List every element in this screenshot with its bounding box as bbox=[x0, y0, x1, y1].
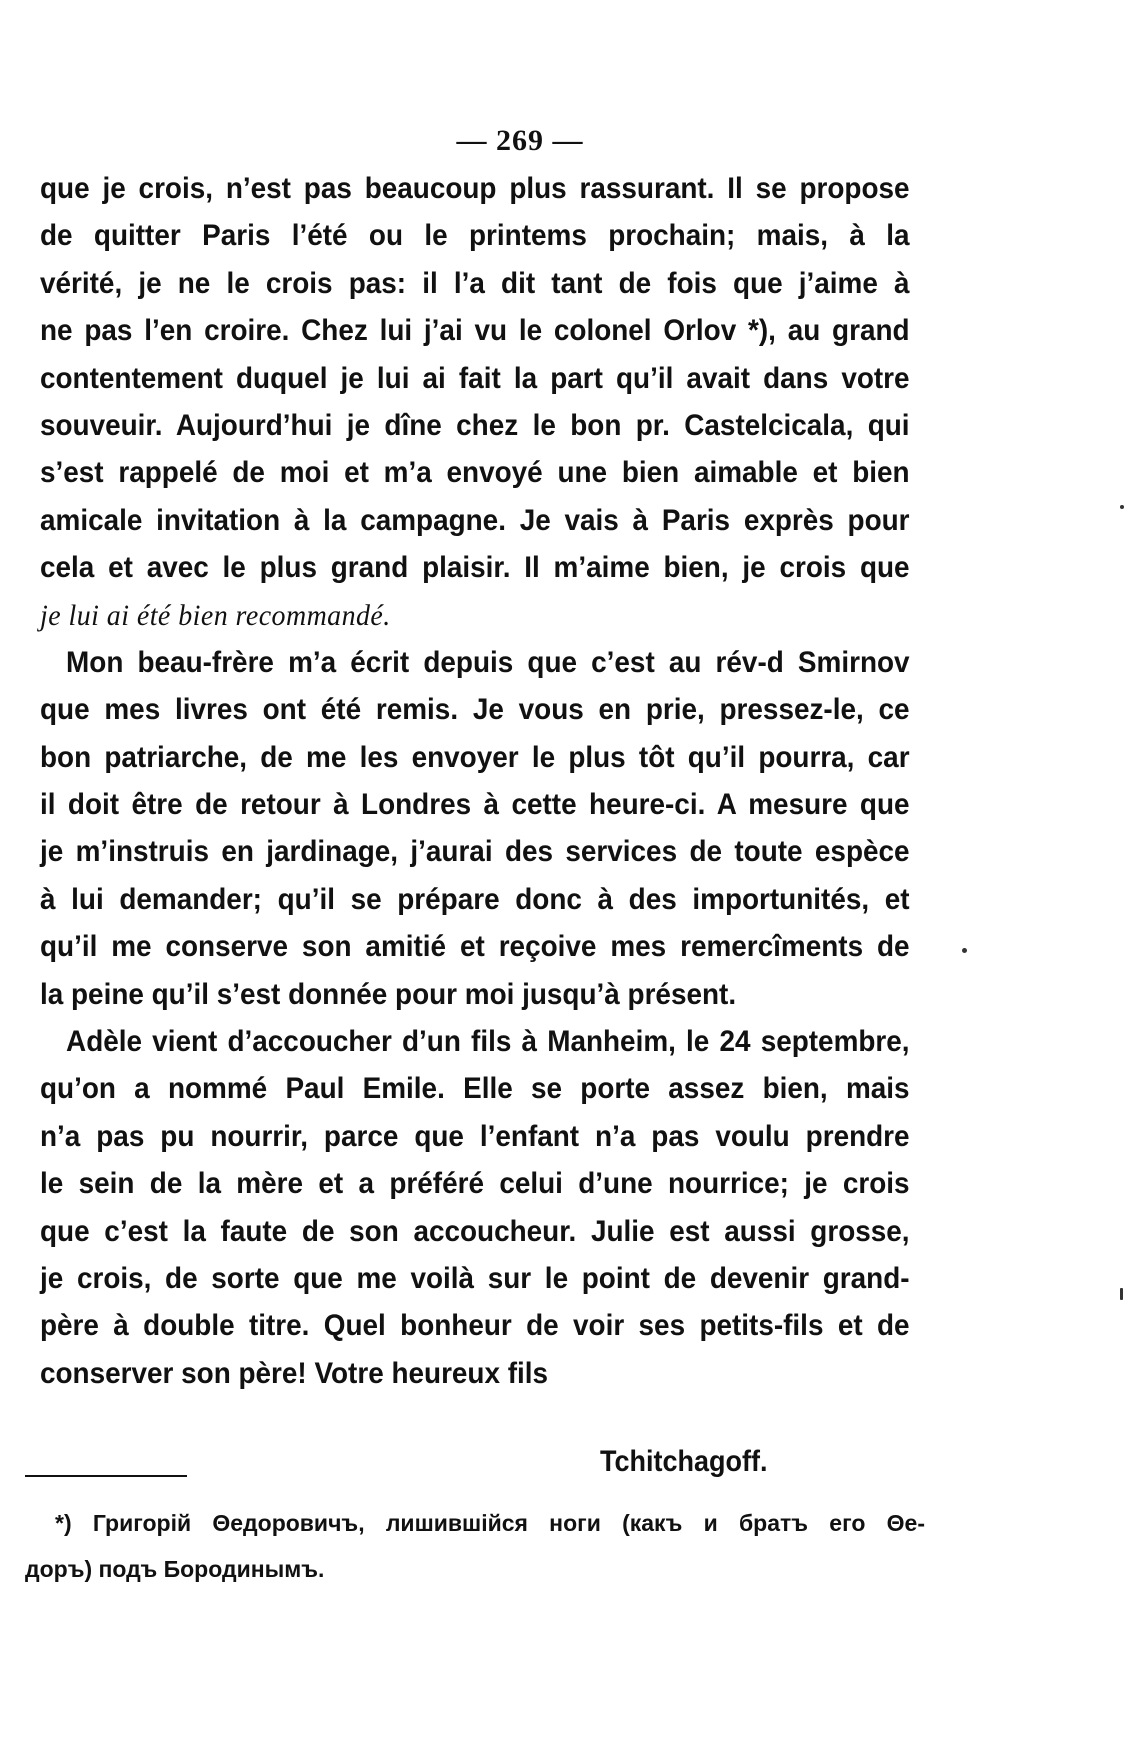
text-line: que mes livres ont été remis. Je vous en prie, pressez-le, ce bbox=[40, 693, 910, 727]
text-line: ne pas l’en croire. Chez lui j’ai vu le colonel Orlov *), au grand bbox=[40, 314, 910, 348]
page-number: — 269 — bbox=[456, 124, 584, 157]
text-line: je crois, de sorte que me voilà sur le point de devenir grand- bbox=[40, 1261, 910, 1295]
footnote bbox=[25, 1500, 925, 1592]
text-line: vérité, je ne le crois pas: il l’a dit tant de fois que j’aime à bbox=[40, 266, 910, 300]
body-text bbox=[40, 165, 910, 1397]
footnote-divider bbox=[25, 1475, 187, 1477]
italic-text-line: je lui ai été bien recommandé. bbox=[40, 598, 391, 632]
text-line: à lui demander; qu’il se prépare donc à des importunités, et bbox=[40, 882, 910, 916]
text-line: contentement duquel je lui ai fait la part qu’il avait dans votre bbox=[40, 361, 910, 395]
scan-speck bbox=[1120, 505, 1124, 509]
text-line: Mon beau-frère m’a écrit depuis que c’est au rév-d Smirnov bbox=[66, 645, 910, 679]
text-line: souveuir. Aujourd’hui je dîne chez le bon pr. Castelcicala, qui bbox=[40, 408, 910, 442]
footnote-line: *) Григорій Θедоровичъ, лишившійся ноги (какъ и братъ его Θе- bbox=[55, 1510, 925, 1536]
text-line: la peine qu’il s’est donnée pour moi jusqu’à présent. bbox=[40, 977, 737, 1011]
text-line: qu’on a nommé Paul Emile. Elle se porte assez bien, mais bbox=[40, 1072, 910, 1106]
scan-speck bbox=[1120, 1288, 1123, 1300]
scan-speck bbox=[962, 948, 967, 953]
signature: Tchitchagoff. bbox=[600, 1445, 768, 1478]
text-line: je m’instruis en jardinage, j’aurai des services de toute espèce bbox=[40, 835, 910, 869]
text-line: qu’il me conserve son amitié et reçoive mes remercîments de bbox=[40, 930, 910, 964]
text-line: de quitter Paris l’été ou le printems prochain; mais, à la bbox=[40, 219, 910, 253]
text-line: il doit être de retour à Londres à cette heure-ci. A mesure que bbox=[40, 788, 910, 822]
text-line: amicale invitation à la campagne. Je vais à Paris exprès pour bbox=[40, 503, 910, 537]
text-line: n’a pas pu nourrir, parce que l’enfant n’a pas voulu prendre bbox=[40, 1119, 910, 1153]
text-line: cela et avec le plus grand plaisir. Il m’aime bien, je crois que bbox=[40, 551, 910, 585]
text-line: le sein de la mère et a préféré celui d’une nourrice; je crois bbox=[40, 1167, 910, 1201]
text-line: père à double titre. Quel bonheur de voir ses petits-fils et de bbox=[40, 1309, 910, 1343]
text-line: bon patriarche, de me les envoyer le plus tôt qu’il pourra, car bbox=[40, 740, 910, 774]
text-line: s’est rappelé de moi et m’a envoyé une bien aimable et bien bbox=[40, 456, 910, 490]
text-line: conserver son père! Votre heureux fils bbox=[40, 1356, 549, 1390]
text-line: que c’est la faute de son accoucheur. Julie est aussi grosse, bbox=[40, 1214, 910, 1248]
text-line: que je crois, n’est pas beaucoup plus rassurant. Il se propose bbox=[40, 172, 910, 205]
footnote-line: доръ) подъ Бородинымъ. bbox=[25, 1556, 325, 1582]
text-line: Adèle vient d’accoucher d’un fils à Manheim, le 24 septembre, bbox=[66, 1025, 910, 1059]
